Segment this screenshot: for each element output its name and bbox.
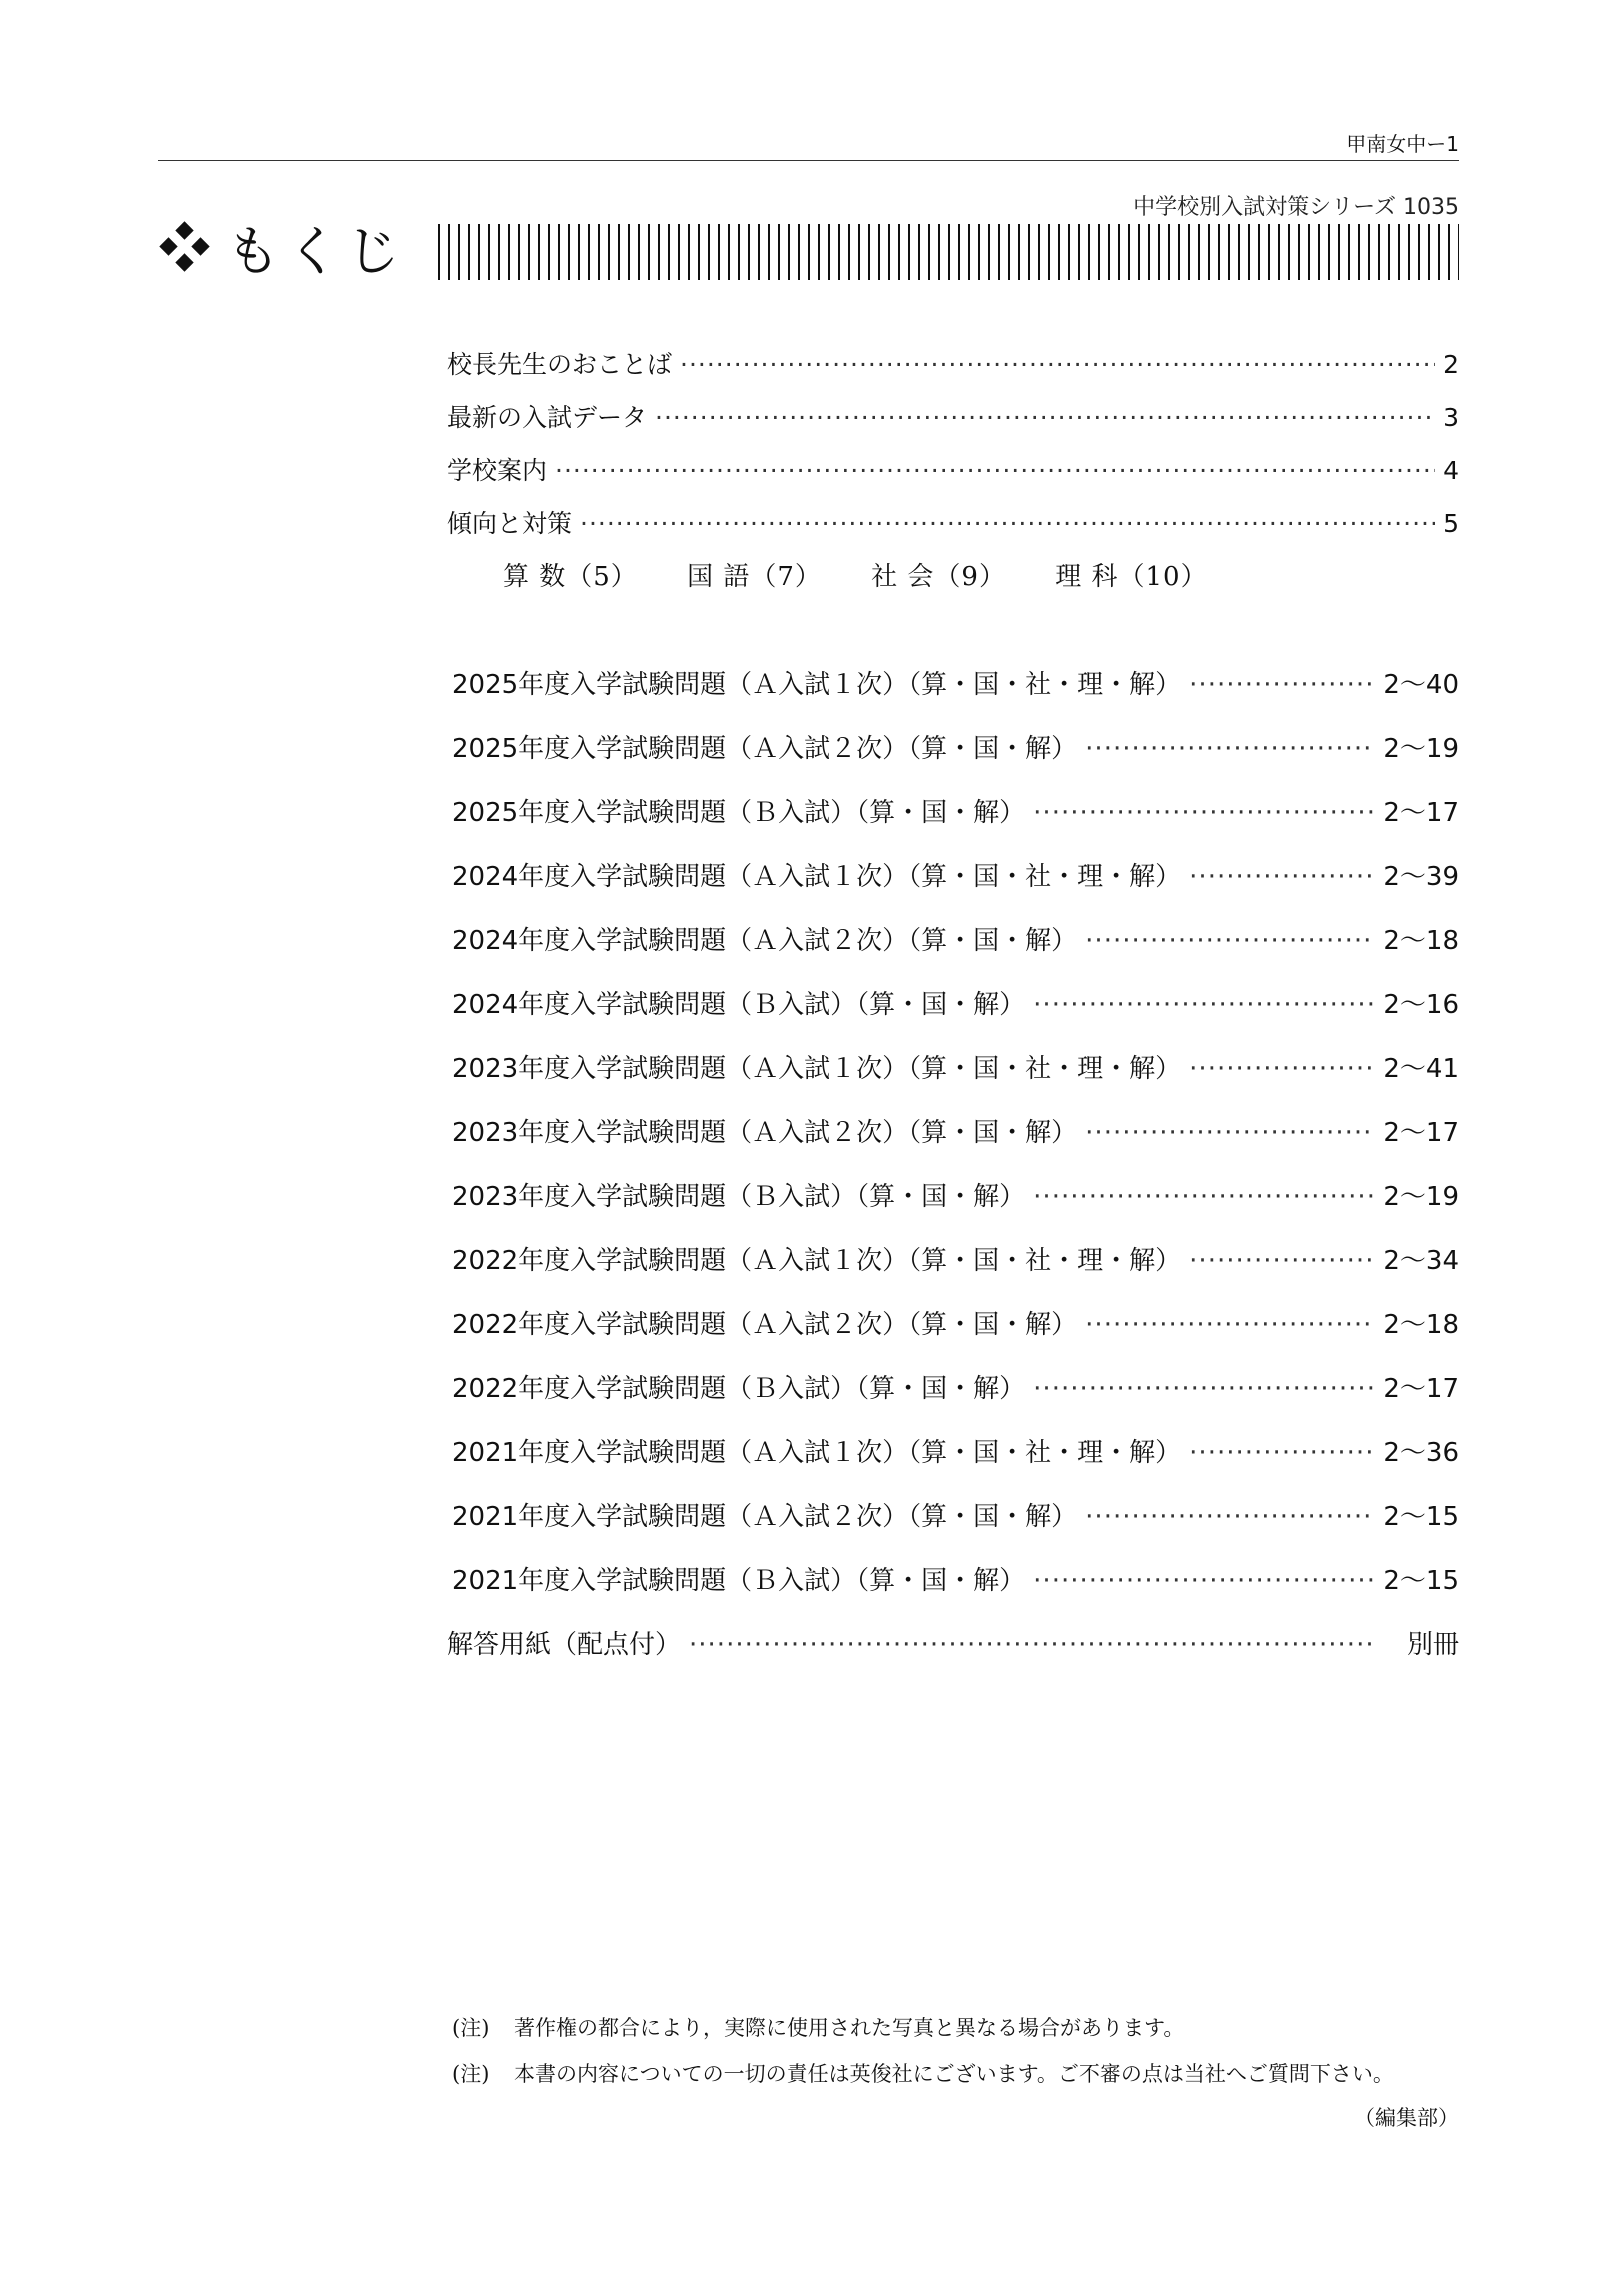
toc-entry[interactable] (452, 1112, 1459, 1149)
leader-dots (1085, 734, 1375, 764)
leader-dots (1085, 926, 1375, 956)
toc-page: 2〜40 (1383, 670, 1459, 700)
note-text: 著作権の都合により，実際に使用された写真と異なる場合があります。 (514, 2016, 1185, 2040)
toc-label: 2022年度入学試験問題（Ａ入試１次）（算・国・社・理・解） (452, 1246, 1182, 1276)
leader-dots (1033, 1566, 1375, 1596)
toc-label: 解答用紙（配点付） (447, 1630, 682, 1660)
leader-dots (1033, 1182, 1375, 1212)
editor-credit: （編集部） (1354, 2106, 1459, 2130)
leader-dots (1085, 1502, 1375, 1532)
toc-entry[interactable] (452, 1048, 1459, 1085)
footnotes (452, 2012, 1459, 2132)
leader-dots (1189, 1054, 1375, 1084)
toc-page: 2〜17 (1383, 1374, 1459, 1404)
page-title: もくじ (226, 219, 406, 283)
toc-page: 2〜19 (1383, 1182, 1459, 1212)
subject-science[interactable]: 理 科（10） (1055, 562, 1208, 592)
toc-page: 4 (1443, 456, 1459, 485)
toc-label: 傾向と対策 (447, 509, 573, 538)
footnote (452, 2012, 1459, 2042)
leader-dots (689, 1630, 1377, 1660)
toc-page: 2〜17 (1383, 798, 1459, 828)
toc-label: 校長先生のおことば (447, 350, 673, 379)
toc-label: 2022年度入学試験問題（Ｂ入試）（算・国・解） (452, 1374, 1026, 1404)
toc-label: 2023年度入学試験問題（Ｂ入試）（算・国・解） (452, 1182, 1026, 1212)
toc-page: 3 (1443, 403, 1459, 432)
toc-page: 2〜19 (1383, 734, 1459, 764)
note-tag: (注) (452, 2062, 490, 2086)
toc-label: 2025年度入学試験問題（Ａ入試２次）（算・国・解） (452, 734, 1078, 764)
toc-page: 2〜17 (1383, 1118, 1459, 1148)
toc-entry[interactable] (447, 398, 1459, 434)
toc-entry[interactable] (452, 1496, 1459, 1533)
toc-page: 2〜18 (1383, 1310, 1459, 1340)
toc-page: 2〜18 (1383, 926, 1459, 956)
toc-label: 2021年度入学試験問題（Ａ入試２次）（算・国・解） (452, 1502, 1078, 1532)
subject-social[interactable]: 社 会（9） (871, 562, 1006, 592)
leader-dots (1189, 1438, 1375, 1468)
toc-page: 2 (1443, 350, 1459, 379)
toc-label: 学校案内 (447, 456, 548, 485)
leader-dots (680, 350, 1435, 379)
subject-japanese[interactable]: 国 語（7） (687, 562, 822, 592)
leader-dots (1033, 1374, 1375, 1404)
toc-page: 2〜41 (1383, 1054, 1459, 1084)
toc-label: 最新の入試データ (447, 403, 648, 432)
leader-dots (1085, 1118, 1375, 1148)
toc-entry[interactable] (452, 1432, 1459, 1469)
leader-dots (1033, 990, 1375, 1020)
toc-entry[interactable] (447, 345, 1459, 381)
toc-label: 2021年度入学試験問題（Ａ入試１次）（算・国・社・理・解） (452, 1438, 1182, 1468)
title-block (158, 212, 406, 282)
leader-dots (555, 456, 1435, 485)
leader-dots (1033, 798, 1375, 828)
toc-entry[interactable] (452, 1176, 1459, 1213)
series-label: 中学校別入試対策シリーズ 1035 (1133, 195, 1459, 220)
note-tag: (注) (452, 2016, 490, 2040)
toc-page: 2〜39 (1383, 862, 1459, 892)
toc-entry[interactable] (452, 664, 1459, 701)
diamond-cluster-icon (158, 220, 212, 274)
toc-page: 2〜15 (1383, 1502, 1459, 1532)
toc-label: 2021年度入学試験問題（Ｂ入試）（算・国・解） (452, 1566, 1026, 1596)
leader-dots (1189, 1246, 1375, 1276)
title-decoration-bars (438, 224, 1459, 280)
footnote (452, 2058, 1459, 2088)
toc-entry[interactable] (452, 1560, 1459, 1597)
page-id: 甲南女中ー1 (1346, 132, 1459, 156)
toc-entry[interactable] (452, 1368, 1459, 1405)
toc-page: 2〜36 (1383, 1438, 1459, 1468)
subject-math[interactable]: 算 数（5） (503, 562, 638, 592)
leader-dots (655, 403, 1435, 432)
header-rule (158, 160, 1459, 161)
toc-page: 2〜16 (1383, 990, 1459, 1020)
toc-label: 2025年度入学試験問題（Ｂ入試）（算・国・解） (452, 798, 1026, 828)
leader-dots (580, 509, 1435, 538)
leader-dots (1189, 670, 1375, 700)
toc-entry[interactable] (452, 856, 1459, 893)
toc-label: 2022年度入学試験問題（Ａ入試２次）（算・国・解） (452, 1310, 1078, 1340)
note-text: 本書の内容についての一切の責任は英俊社にございます。ご不審の点は当社へご質問下さい。 (514, 2062, 1394, 2086)
toc-entry[interactable] (452, 1304, 1459, 1341)
toc-entry[interactable] (452, 1240, 1459, 1277)
toc-entry[interactable] (447, 451, 1459, 487)
toc-label: 2024年度入学試験問題（Ｂ入試）（算・国・解） (452, 990, 1026, 1020)
leader-dots (1189, 862, 1375, 892)
toc-entry[interactable] (452, 792, 1459, 829)
toc-label: 2024年度入学試験問題（Ａ入試２次）（算・国・解） (452, 926, 1078, 956)
toc-entry[interactable] (447, 1624, 1459, 1661)
toc-page: 5 (1443, 509, 1459, 538)
toc-entry[interactable] (452, 984, 1459, 1021)
toc-entry[interactable] (452, 920, 1459, 957)
toc-page: 2〜15 (1383, 1566, 1459, 1596)
toc-label: 2023年度入学試験問題（Ａ入試２次）（算・国・解） (452, 1118, 1078, 1148)
subject-list (503, 556, 1248, 593)
toc-page: 2〜34 (1383, 1246, 1459, 1276)
toc-entry[interactable] (452, 728, 1459, 765)
toc-page: 別冊 (1406, 1630, 1459, 1660)
leader-dots (1085, 1310, 1375, 1340)
toc-label: 2024年度入学試験問題（Ａ入試１次）（算・国・社・理・解） (452, 862, 1182, 892)
toc-label: 2025年度入学試験問題（Ａ入試１次）（算・国・社・理・解） (452, 670, 1182, 700)
toc-label: 2023年度入学試験問題（Ａ入試１次）（算・国・社・理・解） (452, 1054, 1182, 1084)
toc-entry[interactable] (447, 504, 1459, 540)
